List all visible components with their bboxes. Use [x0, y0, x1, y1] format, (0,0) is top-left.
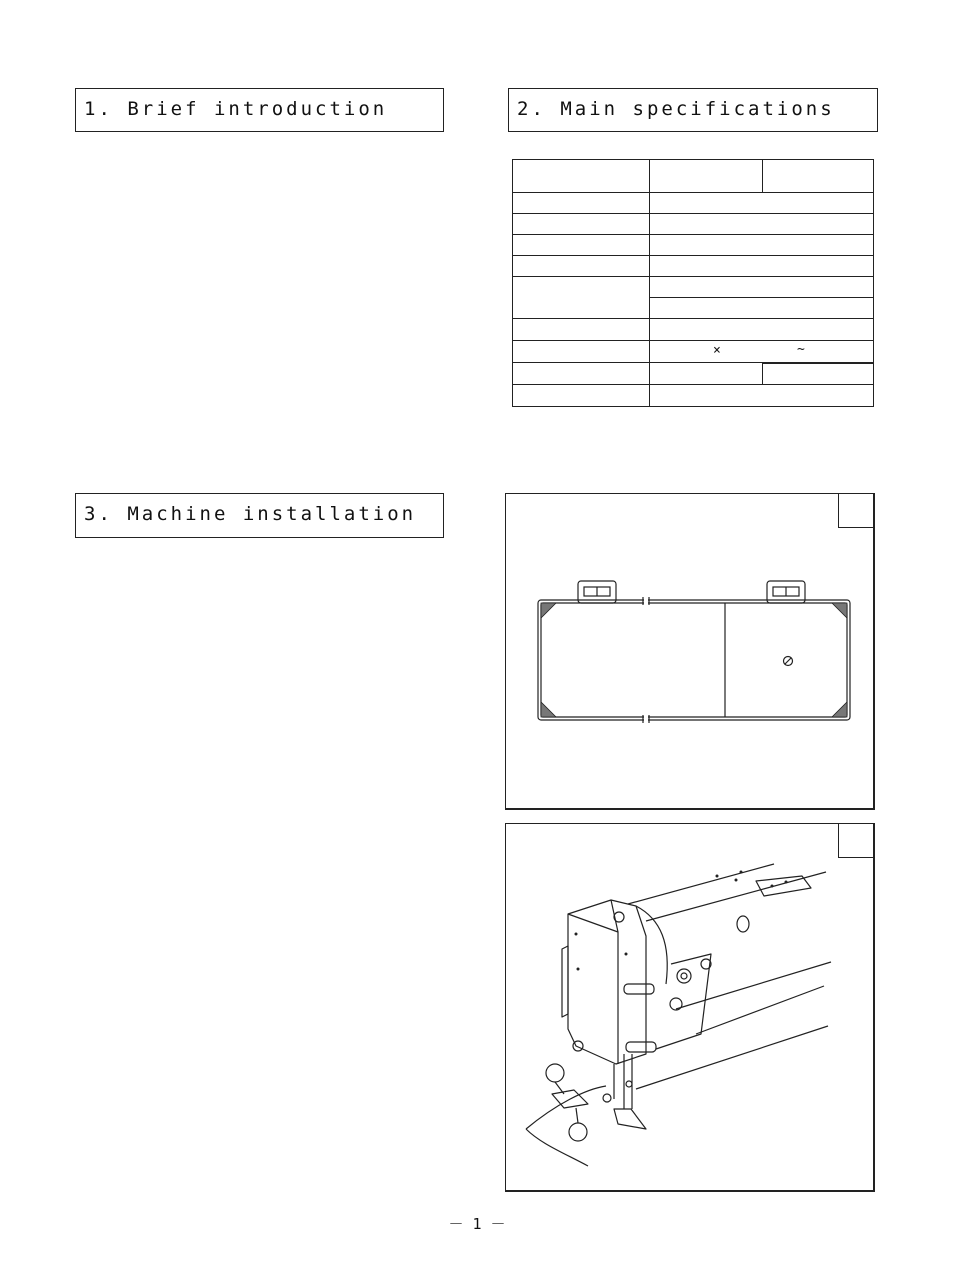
table-cell — [763, 160, 874, 193]
table-row — [513, 319, 874, 341]
table-cell — [650, 385, 874, 407]
table-cell — [513, 214, 650, 235]
table-top-drawing — [506, 494, 872, 807]
table-cell — [650, 193, 874, 214]
section-title-machine-installation: 3. Machine installation — [84, 503, 417, 525]
page-number: － 1 － — [448, 1215, 506, 1233]
table-cell — [650, 214, 874, 235]
table-cell-dimensions — [650, 341, 874, 363]
table-cell — [650, 363, 763, 385]
table-cell — [513, 193, 650, 214]
table-cell — [650, 256, 874, 277]
table-cell — [513, 319, 650, 341]
table-cell — [513, 235, 650, 256]
section-title-main-specifications: 2. Main specifications — [517, 98, 835, 120]
table-row — [513, 256, 874, 277]
table-cell — [650, 319, 874, 341]
table-cell — [513, 277, 650, 319]
section-main-specifications — [508, 88, 878, 132]
table-cell — [513, 256, 650, 277]
specifications-table — [512, 159, 874, 407]
table-row — [513, 160, 874, 193]
section-machine-installation — [75, 493, 444, 538]
table-cell — [650, 298, 874, 319]
table-cell — [650, 277, 874, 298]
table-row — [513, 214, 874, 235]
figure-table-top — [505, 493, 875, 810]
table-cell — [650, 235, 874, 256]
table-cell — [513, 160, 650, 193]
table-row — [513, 277, 874, 298]
table-cell — [513, 385, 650, 407]
table-row — [513, 193, 874, 214]
table-cell — [650, 160, 763, 193]
table-cell — [513, 363, 650, 385]
tilde-symbol: ~ — [797, 342, 805, 357]
machine-head-drawing — [506, 824, 872, 1189]
table-row — [513, 385, 874, 407]
figure-machine-head — [505, 823, 875, 1192]
table-row — [513, 235, 874, 256]
table-row — [513, 341, 874, 363]
table-cell — [763, 363, 874, 385]
times-symbol: × — [713, 343, 721, 358]
table-cell — [513, 341, 650, 363]
section-brief-introduction — [75, 88, 444, 132]
section-title-brief-introduction: 1. Brief introduction — [84, 98, 388, 120]
table-row — [513, 363, 874, 385]
